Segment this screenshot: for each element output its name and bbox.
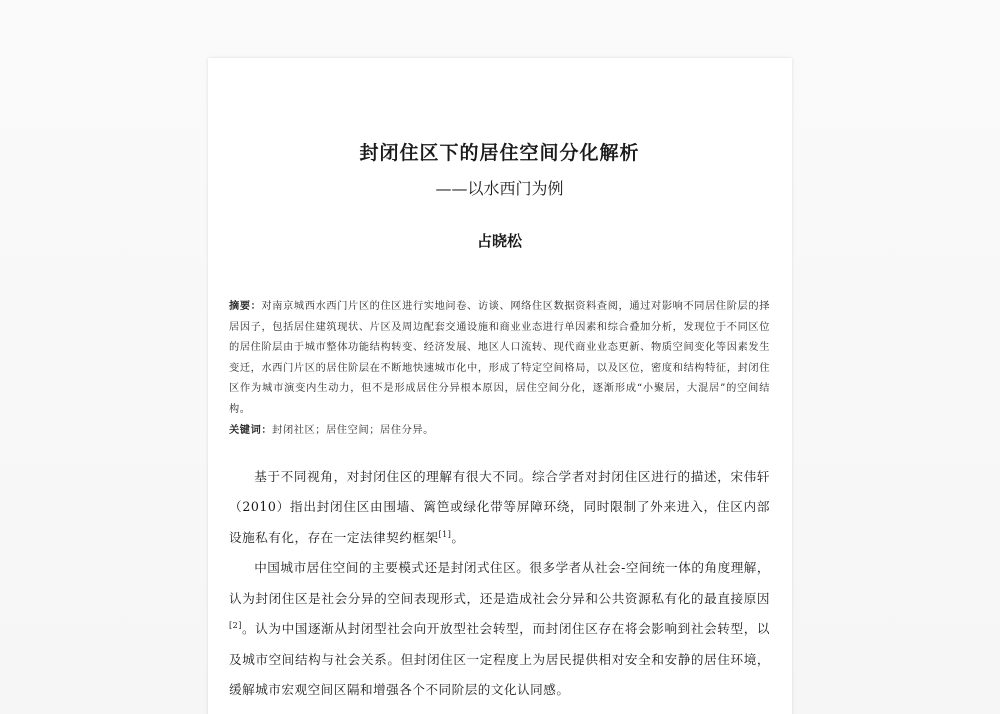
page-content [229,140,770,706]
abstract-block [229,296,770,420]
citation-ref: [1] [438,529,452,539]
paragraph-text-tail: 。认为中国逐渐从封闭型社会向开放型社会转型，而封闭住区存在将会影响到社会转型，以及城市空间结构与社会关系。但封闭住区一定程度上为居民提供相对安全和安静的居住环境，缓解城市宏观空间区隔和增强各个不同阶层的文化认同感。 [229,621,770,697]
keywords-block [229,420,770,442]
body-paragraph-1 [229,462,770,554]
paragraph-text-tail: 。 [451,529,465,545]
citation-ref: [2] [229,620,242,630]
abstract-text: 对南京城西水西门片区的住区进行实地问卷、访谈、网络住区数据资料查阅，通过对影响不同居住阶层的择居因子，包括居住建筑现状、片区及周边配套交通设施和商业业态进行单因素和综合叠加分析，发现位于不同区位的居住阶层由于城市整体功能结构转变、经济发展、地区人口流转、现代商业业态更新、物质空间变化等因素发生变迁，水西门片区的居住阶层在不断地快速城市化中，形成了特定空间格局，以及区位，密度和结构特征，封闭住区作为城市演变内生动力，但不是形成居住分异根本原因，居住空间分化，逐渐形成“小聚居，大混居”的空间结构。 [229,301,770,415]
body-text [229,462,770,706]
paper-title: 封闭住区下的居住空间分化解析 [359,142,640,164]
keywords-text: 封闭社区；居住空间；居住分异。 [272,425,434,436]
body-paragraph-2 [229,553,770,706]
paper-page [208,58,792,714]
abstract-label: 摘要： [229,300,262,312]
paper-author: 占晓松 [476,232,522,250]
paragraph-text: 基于不同视角，对封闭住区的理解有很大不同。综合学者对封闭住区进行的描述，宋伟轩（2010）指出封闭住区由围墙、篱笆或绿化带等屏障环绕，同时限制了外来进入，住区内部设施私有化，存在一定法律契约框架 [229,468,770,545]
paper-subtitle: ——以水西门为例 [435,179,564,198]
keywords-label: 关键词： [229,424,273,436]
paragraph-text: 中国城市居住空间的主要模式还是封闭式住区。很多学者从社会-空间统一体的角度理解，认为封闭住区是社会分异的空间表现形式，还是造成社会分异和公共资源私有化的最直接原因 [229,560,770,606]
